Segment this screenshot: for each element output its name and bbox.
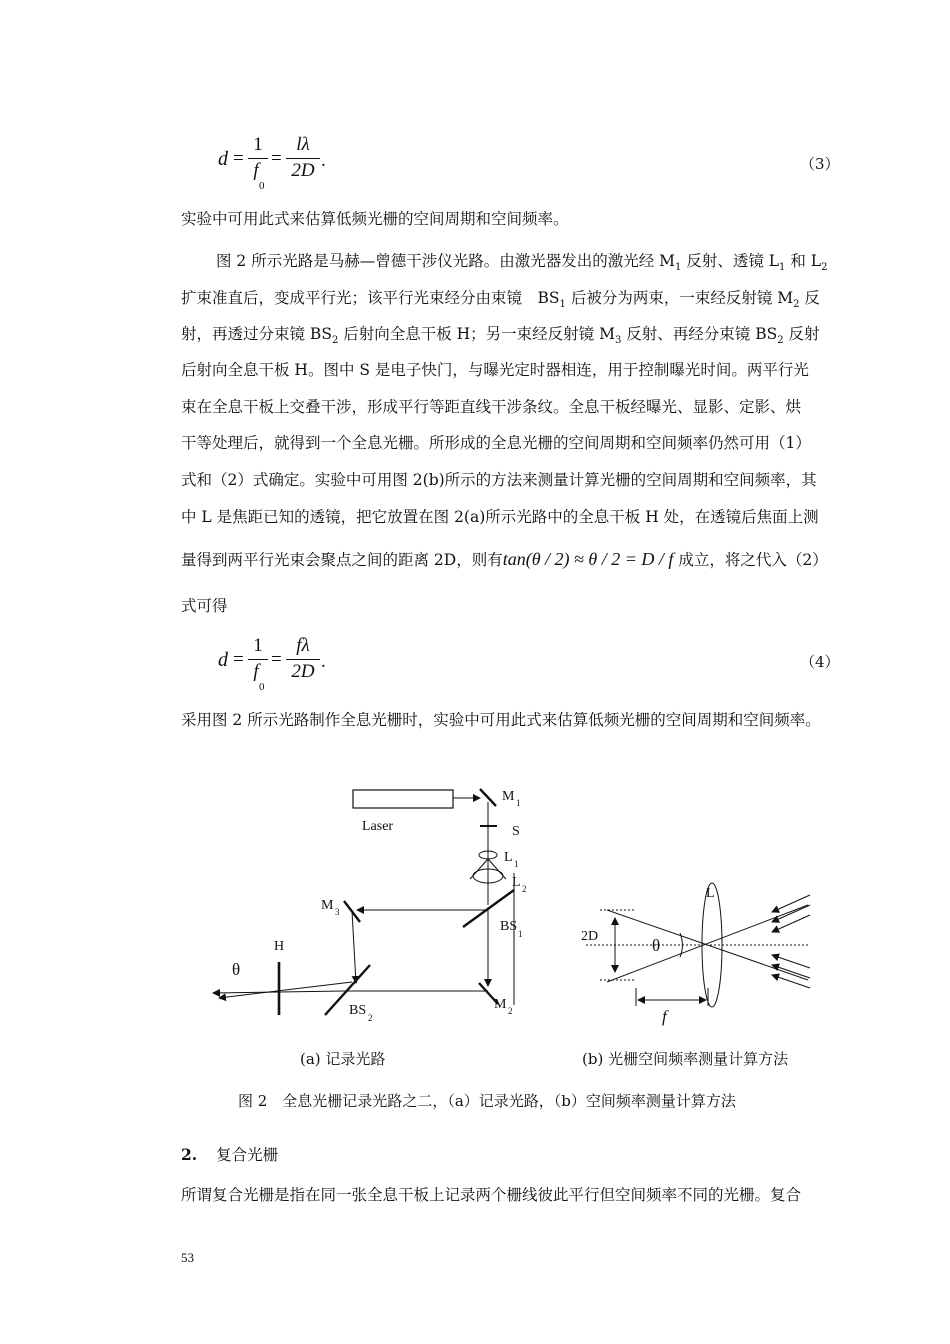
label-f: f bbox=[662, 1007, 667, 1026]
para2-line1: 图 2 所示光路是马赫—曾德干涉仪光路。由激光器发出的激光经 $M_1$ 反射、透镜 $L_1$ 和 $L_2$ bbox=[216, 252, 828, 273]
label-m3: M bbox=[321, 898, 334, 913]
label-m1: M bbox=[502, 789, 515, 804]
eq3-end: . bbox=[321, 150, 326, 171]
para2-line4: 后射向全息干板 H。图中 S 是电子快门，与曝光定时器相连，用于控制曝光时间。两平行光 bbox=[181, 361, 809, 379]
para2-line2: 扩束准直后，变成平行光；该平行光束经分由束镜 $BS_1$ 后被分为两束，一束经反射镜 $M_2$ 反 bbox=[181, 289, 820, 310]
svg-text:2: 2 bbox=[508, 1006, 513, 1016]
eq3-lhs: d bbox=[218, 148, 228, 170]
label-m2: M bbox=[494, 997, 507, 1012]
eq3-equals-2: = bbox=[271, 148, 282, 169]
svg-text:3: 3 bbox=[335, 907, 340, 917]
label-bs2: BS bbox=[349, 1003, 367, 1018]
para3: 采用图 2 所示光路制作全息光栅时，实验中可用此式来估算低频光栅的空间周期和空间频率。 bbox=[181, 711, 821, 729]
figure-caption: 图 2 全息光栅记录光路之二，（a）记录光路，（b）空间频率测量计算方法 bbox=[238, 1092, 736, 1110]
inline-formula: tan(θ / 2) ≈ θ / 2 = D / f bbox=[502, 549, 674, 569]
para4: 所谓复合光栅是指在同一张全息干板上记录两个栅线彼此平行但空间频率不同的光栅。复合 bbox=[181, 1186, 802, 1204]
label-l: L bbox=[706, 886, 715, 901]
eq3-num1: 1 bbox=[253, 134, 263, 155]
section-number: 2. bbox=[181, 1145, 198, 1164]
para2-line6: 干等处理后，就得到一个全息光栅。所形成的全息光栅的空间周期和空间频率仍然可用（1） bbox=[181, 434, 811, 452]
caption-b: (b) 光栅空间频率测量计算方法 bbox=[582, 1050, 789, 1068]
label-laser: Laser bbox=[362, 819, 394, 834]
eq4-end: . bbox=[321, 651, 326, 672]
svg-text:1: 1 bbox=[518, 929, 523, 939]
para2-line5: 束在全息干板上交叠干涉，形成平行等距直线干涉条纹。全息干板经曝光、显影、定影、烘 bbox=[181, 398, 802, 416]
eq3-den1: f bbox=[253, 160, 259, 181]
label-s: S bbox=[512, 824, 520, 839]
section-title: 复合光栅 bbox=[216, 1146, 279, 1164]
eq4-den1: f bbox=[253, 661, 259, 682]
svg-text:1: 1 bbox=[516, 798, 521, 808]
para2-line10: 式可得 bbox=[181, 597, 228, 615]
label-2d: 2D bbox=[581, 929, 599, 944]
eq4-num1: 1 bbox=[253, 635, 263, 656]
eq4-equals-1: = bbox=[233, 649, 244, 670]
eq4-den2: 2D bbox=[291, 661, 315, 682]
eq3-equals-1: = bbox=[233, 148, 244, 169]
beam-m3-bs2 bbox=[352, 911, 356, 983]
eq4-num2: fλ bbox=[296, 635, 310, 656]
eq4-den1-sub: 0 bbox=[259, 681, 265, 693]
eq4-equals-2: = bbox=[271, 649, 282, 670]
eq4-lhs: d bbox=[218, 649, 228, 671]
eq3-num2: lλ bbox=[296, 134, 310, 155]
eq3-den2: 2D bbox=[291, 160, 315, 181]
svg-text:2: 2 bbox=[368, 1013, 373, 1023]
laser-box bbox=[353, 790, 453, 808]
beam-lower bbox=[607, 905, 808, 982]
label-l1: L bbox=[504, 850, 513, 865]
section-heading bbox=[181, 1145, 278, 1165]
svg-text:1: 1 bbox=[514, 859, 519, 869]
para2-line3: 射，再透过分束镜 $BS_2$ 后射向全息干板 H；另一束经反射镜 $M_3$ 反射、再经分束镜 $BS_2$ 反射 bbox=[181, 325, 820, 346]
label-theta-b: θ bbox=[652, 936, 661, 955]
beam-upper bbox=[607, 910, 808, 980]
para2-line9: 量得到两平行光束会聚点之间的距离 2D，则有tan(θ / 2) ≈ θ / 2 = D / f 成立，将之代入（2） bbox=[181, 549, 828, 569]
eq4-number: （4） bbox=[800, 653, 840, 671]
para2-line7: 式和（2）式确定。实验中可用图 2(b)所示的方法来测量计算光栅的空间周期和空间频率，其 bbox=[181, 471, 817, 489]
caption-a: (a) 记录光路 bbox=[300, 1050, 386, 1068]
eq3-number: （3） bbox=[800, 155, 840, 173]
beam-to-h-2 bbox=[219, 982, 352, 998]
eq3-den1-sub: 0 bbox=[259, 180, 265, 192]
label-l2: L bbox=[512, 875, 521, 890]
page-number: 53 bbox=[181, 1250, 194, 1265]
label-theta-a: θ bbox=[232, 960, 241, 979]
label-bs1: BS bbox=[500, 919, 518, 934]
para1: 实验中可用此式来估算低频光栅的空间周期和空间频率。 bbox=[181, 210, 569, 228]
svg-text:2: 2 bbox=[522, 884, 527, 894]
label-h: H bbox=[274, 939, 285, 954]
para2-line8: 中 L 是焦距已知的透镜，把它放置在图 2(a)所示光路中的全息干板 H 处，在透镜后焦面上测 bbox=[181, 508, 819, 526]
